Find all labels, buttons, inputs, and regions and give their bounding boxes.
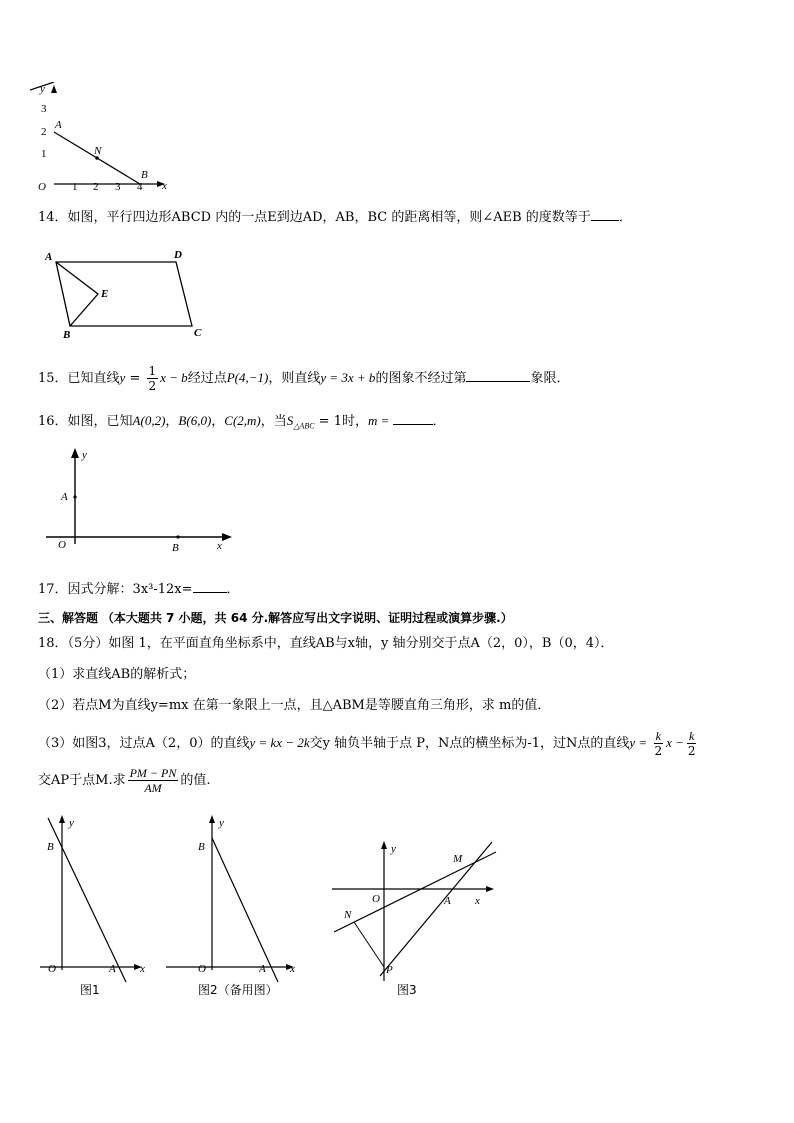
point-label-p: P <box>386 964 393 976</box>
q15-eq2: y = 3x + b <box>320 370 376 385</box>
question-15 <box>38 364 569 393</box>
tick-x-1: 1 <box>72 181 78 193</box>
q18-p4-b: 的值. <box>180 773 211 788</box>
q18-frac-k-2-a <box>652 729 664 758</box>
figure-18-2 <box>160 810 300 1002</box>
axis-label-x: x <box>217 540 222 552</box>
figure-caption-2: 图2（备用图） <box>198 983 278 997</box>
q15-frac-num: 1 <box>148 364 157 378</box>
q16-sep1: ， <box>165 414 179 429</box>
q15-frac-den: 2 <box>148 379 157 393</box>
q18-frac-2-b: 2 <box>687 744 696 758</box>
tick-y-2: 2 <box>41 126 47 138</box>
section-3-title: 三、解答题 <box>38 611 99 625</box>
q15-answer-blank[interactable] <box>466 367 530 382</box>
question-17 <box>38 578 240 600</box>
vertex-a: A <box>45 251 53 263</box>
figure-caption-3: 图3 <box>397 983 417 997</box>
q16-point-c: C(2,m) <box>224 413 261 428</box>
point-label-a: A <box>444 895 451 907</box>
question-16 <box>38 410 446 437</box>
q14-answer-blank[interactable] <box>591 206 619 221</box>
q15-eq1-y: y <box>119 370 126 385</box>
q15-eq1-rest: x − b <box>160 370 188 385</box>
q16-pre: 16．如图，已知 <box>38 414 133 429</box>
q16-point-b: B(6,0) <box>178 413 212 428</box>
figure-q14-parallelogram <box>38 246 213 342</box>
section-3-heading <box>38 608 513 628</box>
q15-end: 象限． <box>530 371 570 386</box>
q18-ratio-den: AM <box>144 781 162 795</box>
q15-mid1: 经过点 <box>187 371 227 386</box>
q18-p3-b: 交y 轴负半轴于点 P，N点的横坐标为-1，过N点的直线 <box>309 736 630 751</box>
q16-mid: ，当 <box>260 414 287 429</box>
question-14 <box>38 206 632 228</box>
origin-label: O <box>58 539 66 551</box>
q16-cond: = 1时， <box>314 414 368 429</box>
q14-text: 14．如图，平行四边形ABCD 内的一点E到边AD，AB，BC 的距离相等，则∠AEB 的度数等于 <box>38 210 591 225</box>
vertex-c: C <box>194 327 202 339</box>
q15-point: P(4,−1) <box>226 370 269 385</box>
q18-p3-eq: y = kx − 2k <box>249 735 310 750</box>
point-label-b: B <box>47 841 54 853</box>
tick-x-4: 4 <box>137 181 143 193</box>
point-label-m: M <box>453 853 463 865</box>
q18-ratio-num: PM − PN <box>129 766 177 780</box>
q18-frac-2: 2 <box>654 744 663 758</box>
q17-text: 17．因式分解：3x³-12x= <box>38 582 193 597</box>
q15-eq1-eq: = <box>125 371 145 386</box>
figure-18-1 <box>36 810 156 1002</box>
axis-label-y: y <box>40 83 45 95</box>
q15-mid3: 的图象不经过第 <box>375 371 467 386</box>
q18-frac-k-b: k <box>689 729 695 743</box>
q16-point-a: A(0,2) <box>132 413 166 428</box>
q16-m: m = <box>367 413 393 428</box>
q18-p3-a: （3）如图3，过点A（2，0）的直线 <box>38 736 250 751</box>
point-label-b: B <box>172 542 179 554</box>
q15-fraction <box>147 364 159 393</box>
axis-label-y: y <box>69 817 74 829</box>
figure-caption-1: 图1 <box>80 983 100 997</box>
tick-x-2: 2 <box>93 181 99 193</box>
point-label-a: A <box>259 963 266 975</box>
axis-label-x: x <box>475 895 480 907</box>
q18-p3-y: y = <box>629 735 651 750</box>
axis-label-x: x <box>140 963 145 975</box>
point-label-b: B <box>141 169 148 181</box>
axis-label-y: y <box>391 843 396 855</box>
point-label-n: N <box>344 909 352 921</box>
q16-answer-blank[interactable] <box>393 410 433 425</box>
axis-label-y: y <box>82 449 87 461</box>
q16-area-s: S <box>286 413 294 428</box>
q14-end: ． <box>618 210 632 225</box>
axis-label-y: y <box>219 817 224 829</box>
vertex-e: E <box>101 288 109 300</box>
q18-frac-k-2-b <box>686 729 698 758</box>
q17-end: ． <box>226 582 240 597</box>
q16-end: ． <box>432 414 446 429</box>
question-18-part4 <box>38 766 211 796</box>
origin-label: O <box>38 181 46 193</box>
tick-x-3: 3 <box>115 181 121 193</box>
vertex-b: B <box>63 329 71 341</box>
question-18-intro: 18．（5分）如图 1，在平面直角坐标系中，直线AB与x轴，y 轴分别交于点A（2，0），B（0，4）． <box>38 636 614 651</box>
tick-y-1: 1 <box>41 148 47 160</box>
point-label-b: B <box>198 841 205 853</box>
figure-18-3 <box>328 836 508 1002</box>
figure-q16-axes <box>40 444 240 556</box>
point-label-a: A <box>109 963 116 975</box>
q15-pre: 15．已知直线 <box>38 371 120 386</box>
tick-y-3: 3 <box>41 103 47 115</box>
origin-label: O <box>48 963 56 975</box>
section-3-desc: （本大题共 7 小题，共 64 分.解答应写出文字说明、证明过程或演算步骤.） <box>101 611 513 625</box>
question-18-part1: （1）求直线AB的解析式； <box>38 667 196 682</box>
q18-p4-a: 交AP于点M.求 <box>38 773 126 788</box>
point-label-a: A <box>61 491 68 503</box>
origin-label: O <box>372 893 380 905</box>
q17-answer-blank[interactable] <box>193 578 227 593</box>
question-18-part2: （2）若点M为直线y=mx 在第一象限上一点，且△ABM是等腰直角三角形，求 m的值． <box>38 698 551 713</box>
point-label-n: N <box>94 145 102 157</box>
origin-label: O <box>198 963 206 975</box>
q16-area-sub: △ABC <box>293 421 315 431</box>
q18-frac-k: k <box>655 729 661 743</box>
q18-ratio-fraction <box>128 766 179 795</box>
q16-sep2: ， <box>211 414 225 429</box>
axis-label-x: x <box>162 180 167 192</box>
question-18-part3 <box>38 728 700 759</box>
vertex-d: D <box>174 249 182 261</box>
point-label-a: A <box>55 119 62 131</box>
q15-mid2: ，则直线 <box>268 371 321 386</box>
figure-q13-graph <box>30 82 175 194</box>
axis-label-x: x <box>290 963 295 975</box>
q18-p3-x: x − <box>666 735 684 750</box>
